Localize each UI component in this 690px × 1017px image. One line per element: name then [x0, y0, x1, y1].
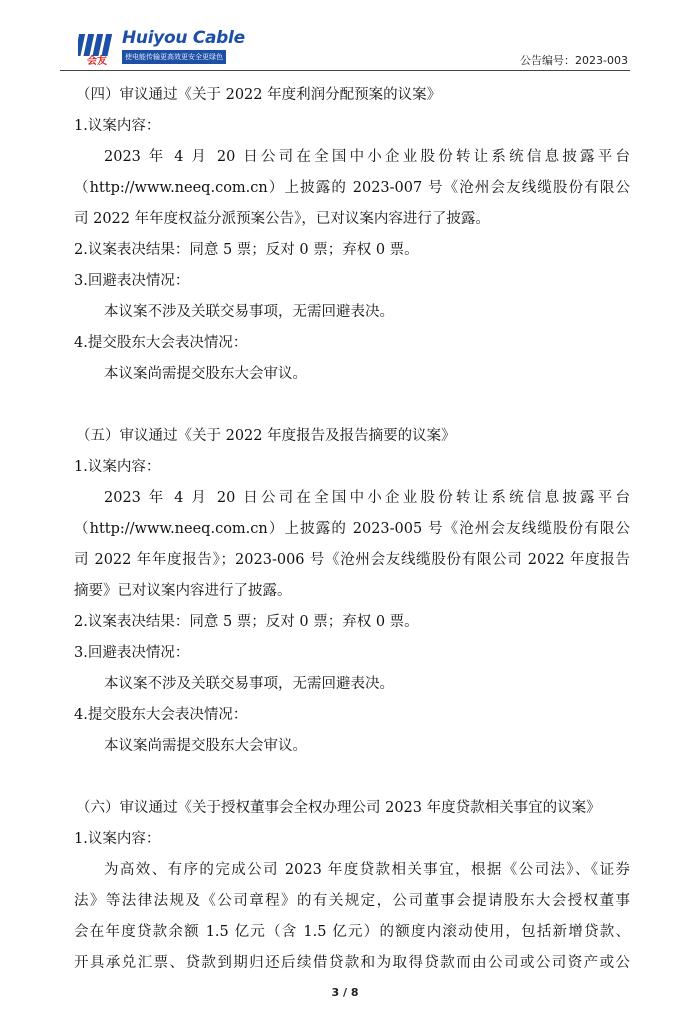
- submit-heading: 4.提交股东大会表决情况：: [74, 707, 248, 723]
- submit-text: 本议案尚需提交股东大会审议。: [104, 366, 307, 382]
- paragraph-line: 2023 年 4 月 20 日公司在全国中小企业股份转让系统信息披露平台: [104, 490, 630, 506]
- submit-heading: 4.提交股东大会表决情况：: [74, 335, 248, 351]
- paragraph-line: 为高效、有序的完成公司 2023 年度贷款相关事宜，根据《公司法》、《证券: [104, 862, 630, 878]
- avoid-text: 本议案不涉及关联交易事项，无需回避表决。: [104, 676, 394, 692]
- company-logo: [78, 28, 245, 68]
- paragraph-line: 司 2022 年年度报告》；2023-006 号《沧州会友线缆股份有限公司 2022 年度报告: [74, 552, 630, 568]
- avoid-heading: 3.回避表决情况：: [74, 645, 190, 661]
- paragraph-line: 2023 年 4 月 20 日公司在全国中小企业股份转让系统信息披露平台: [104, 149, 630, 165]
- paragraph-line: （http://www.neeq.com.cn）上披露的 2023-005 号《沧州会友线缆股份有限公: [74, 521, 630, 537]
- logo-cn-text: 会友: [87, 56, 107, 66]
- content-heading: 1.议案内容：: [74, 118, 161, 134]
- document-body: [74, 80, 630, 979]
- paragraph-line: 会在年度贷款余额 1.5 亿元（含 1.5 亿元）的额度内滚动使用，包括新增贷款、: [74, 924, 630, 940]
- section-title: （四）审议通过《关于 2022 年度利润分配预案的议案》: [76, 87, 442, 103]
- notice-number: 公告编号：2023-003: [520, 54, 628, 67]
- paragraph-line: 司 2022 年年度权益分派预案公告》，已对议案内容进行了披露。: [74, 211, 490, 227]
- brand-slogan: 使电能传输更高效更安全更绿色: [122, 50, 226, 64]
- section-title: （六）审议通过《关于授权董事会全权办理公司 2023 年度贷款相关事宜的议案》: [76, 800, 601, 816]
- brand-name: Huiyou Cable: [122, 28, 245, 48]
- avoid-text: 本议案不涉及关联交易事项，无需回避表决。: [104, 304, 394, 320]
- avoid-heading: 3.回避表决情况：: [74, 273, 190, 289]
- submit-text: 本议案尚需提交股东大会审议。: [104, 738, 307, 754]
- content-heading: 1.议案内容：: [74, 831, 161, 847]
- logo-mark-icon: [78, 30, 116, 66]
- page-header: [0, 0, 690, 74]
- header-divider: [60, 70, 630, 71]
- vote-result: 2.议案表决结果：同意 5 票；反对 0 票；弃权 0 票。: [74, 614, 419, 630]
- paragraph-line: （http://www.neeq.com.cn）上披露的 2023-007 号《沧州会友线缆股份有限公: [74, 180, 630, 196]
- content-heading: 1.议案内容：: [74, 459, 161, 475]
- paragraph-line: 法》等法律法规及《公司章程》的有关规定，公司董事会提请股东大会授权董事: [74, 893, 630, 909]
- vote-result: 2.议案表决结果：同意 5 票；反对 0 票；弃权 0 票。: [74, 242, 419, 258]
- section-title: （五）审议通过《关于 2022 年度报告及报告摘要的议案》: [76, 428, 456, 444]
- page-number: 3 / 8: [331, 986, 359, 999]
- paragraph-line: 摘要》已对议案内容进行了披露。: [74, 583, 292, 599]
- paragraph-line: 开具承兑汇票、贷款到期归还后续借贷款和为取得贷款而由公司或公司资产或公: [74, 955, 630, 971]
